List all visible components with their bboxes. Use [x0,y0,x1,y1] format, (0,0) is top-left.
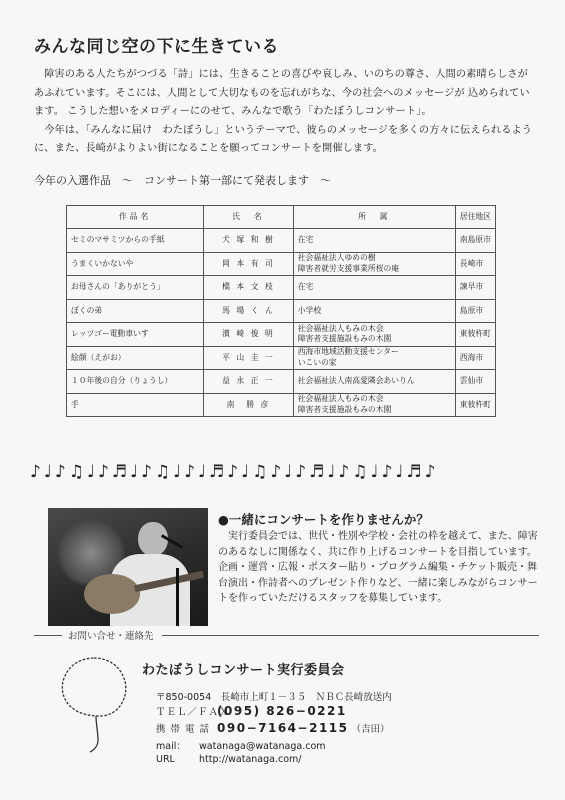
performer-head [138,522,168,556]
website-link[interactable]: http://watanaga.com/ [199,754,302,765]
table-row [67,323,496,347]
cell-region: 長崎市 [455,252,495,276]
cell-name: 南 勝 彦 [204,393,294,417]
entries-heading: 今年の入選作品 ～ コンサート第一部にて発表します ～ [34,174,331,187]
tel-fax-line [156,704,347,718]
cell-affiliation: 社会福祉法人南高愛隣会あいりん [293,370,455,394]
cta-text [218,529,538,607]
cell-name: 平 山 圭 一 [204,346,294,370]
cell-affiliation: 西海市地域活動支援センター いこいの家 [293,346,455,370]
contact-label-text: お問い合せ・連絡先 [68,631,154,642]
divider-left [34,635,62,636]
table-row [67,393,496,417]
cell-affiliation: 在宅 [293,276,455,300]
cell-affiliation: 社会福祉法人ゆめの樹 障害者就労支援事業所桜の庵 [293,252,455,276]
table-row [67,299,496,323]
table-header-row [67,206,496,229]
cell-name: 馬 場 く ん [204,299,294,323]
performer-photo [48,508,208,626]
cell-region: 諫早市 [455,276,495,300]
cell-title: レッツゴー電動車いす [67,323,204,347]
cell-name: 橋 本 文 枝 [204,276,294,300]
cell-title: １０年後の自分（りょうし） [67,370,204,394]
cell-region: 雲仙市 [455,370,495,394]
cell-affiliation: 小学校 [293,299,455,323]
contact-label [34,628,539,642]
mail-label: mail： [156,741,186,752]
table-row [67,229,496,253]
mobile-line [156,721,390,735]
cell-title: ぼくの弟 [67,299,204,323]
cell-affiliation: 社会福祉法人もみの木会 障害者支援施設もみの木園 [293,393,455,417]
mobile-label: 携 帯 電 話 [156,724,211,735]
cell-region: 南島原市 [455,229,495,253]
table-row [67,252,496,276]
divider-right [162,635,539,636]
cta-paragraph: 実行委員会では、世代・性別や学校・会社の枠を越えて、また、障害のあるなしに関係なく、共に作り上げるコンサートを目指しています。企画・運営・広報・ポスター貼り・プログラム編集・チケット販売・舞台演出・作詩者へのプレゼント作りなど、一緒に楽しみながらコンサートを作っていただけるスタッフを募集しています。 [218,531,538,604]
cell-region: 東彼杵町 [455,393,495,417]
music-notes-decoration: ♪♩♪♫♩♪♬♩♪♫♩♪♩♬♪♩♫♪♩♪♬♩♪♫♩♪♩♬♪ [30,462,439,482]
url-label: URL [156,754,175,765]
header-title: 作品名 [67,206,204,229]
cell-title: お母さんの「ありがとう」 [67,276,204,300]
entries-table [66,205,496,417]
header-affiliation: 所 属 [293,206,455,229]
table-row [67,346,496,370]
address: 〒850-0054 長崎市上町１－３５ ＮＢＣ長崎放送内 [156,692,392,703]
organization-name: わたぼうしコンサート実行委員会 [142,663,345,678]
intro-paragraph-1: 障害のある人たちがつづる「詩」には、生きることの喜びや哀しみ、いのちの尊さ、人間の素晴らしさがあふれています。そこには、人間として大切なものを忘れがちな、今の社会へのメッセージが 込められています。 こうした想いをメロディーにのせて、みんなで歌う「わたぼうしコンサート」。 [34,69,530,117]
guitar-image [84,574,140,614]
tel-label: ＴＥＬ／ＦＡＸ [156,707,230,718]
cell-region: 島原市 [455,299,495,323]
intro-paragraph-2: 今年は、「みんなに届け わたぼうし」というテーマで、彼らのメッセージを多くの方々に伝えられるように、また、長崎がよりよい街になることを願ってコンサートを開催します。 [34,124,533,154]
cell-title: セミのマサミツからの手紙 [67,229,204,253]
table-row [67,276,496,300]
cell-affiliation: 在宅 [293,229,455,253]
dandelion-logo [54,650,134,756]
page-title: みんな同じ空の下に生きている [34,37,279,57]
cta-title: ●一緒にコンサートを作りませんか？ [218,512,429,527]
mail-line [156,738,326,752]
cell-name: 益 永 正 一 [204,370,294,394]
tel-number: (095) 826−0221 [217,704,347,718]
mobile-contact-person: （吉田） [351,724,390,735]
cell-name: 濱 崎 俊 明 [204,323,294,347]
cell-region: 西海市 [455,346,495,370]
table-body [67,229,496,417]
header-name: 氏 名 [204,206,294,229]
cell-title: 絵顔（えがお） [67,346,204,370]
intro-text [34,66,534,159]
cell-name: 岡 本 有 司 [204,252,294,276]
cell-title: 手 [67,393,204,417]
cell-affiliation: 社会福祉法人もみの木会 障害者支援施設もみの木園 [293,323,455,347]
mobile-number: 090−7164−2115 [217,721,349,735]
email-address[interactable]: watanaga@watanaga.com [199,741,326,752]
cell-region: 東彼杵町 [455,323,495,347]
cell-title: うまくいかないや [67,252,204,276]
url-line [156,754,301,765]
table-row [67,370,496,394]
cell-name: 犬 塚 和 樹 [204,229,294,253]
header-region: 居住地区 [455,206,495,229]
